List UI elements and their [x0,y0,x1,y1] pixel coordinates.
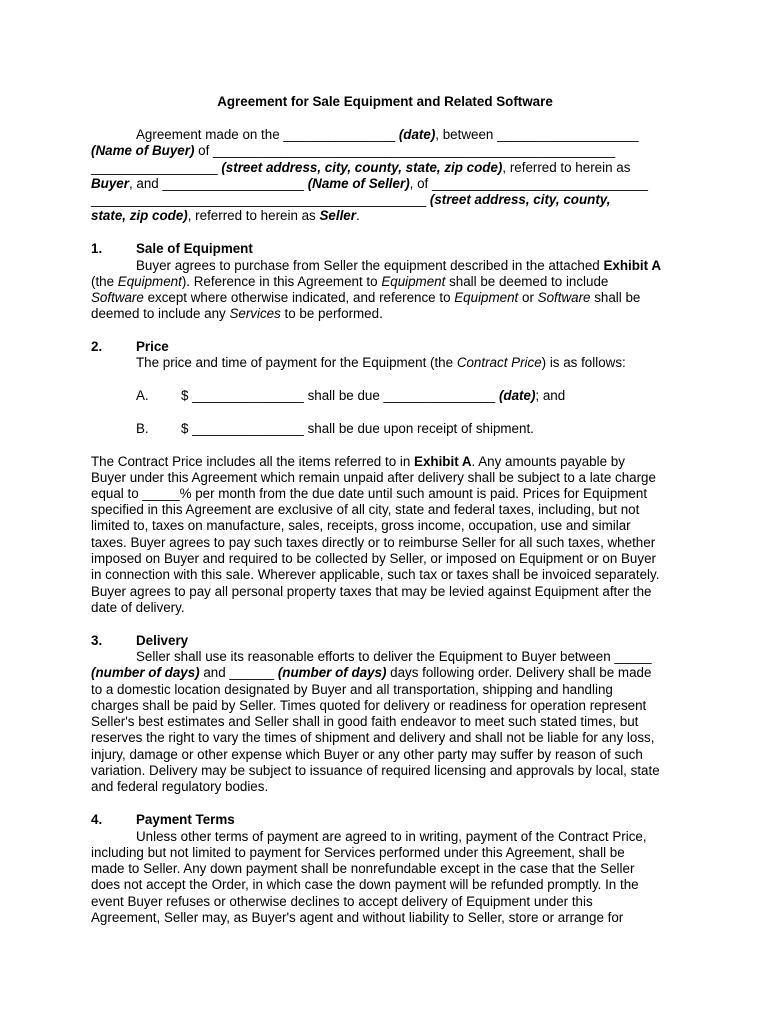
section-number: 1. [91,241,103,256]
price-item-text: $ _______________ shall be due upon receipt of shipment. [181,421,534,436]
section-line: including but not limited to payment for Services performed under this Agreement, shall be [91,845,625,860]
section-line: The Contract Price includes all the items referred to in Exhibit A. Any amounts payable by [91,454,625,469]
section-line: (number of days) and ______ (number of days) days following order. Delivery shall be made [91,665,652,680]
intro-line-2: (Name of Buyer) of ______________________________________________________ [91,143,616,158]
section-line: Agreement, Seller may, as Buyer's agent and without liability to Seller, store or arrange for [91,910,624,925]
section-line: Buyer under this Agreement which remain unpaid after delivery shall be subject to a late charge [91,470,656,485]
section-line: Buyer agrees to pay all personal property taxes that may be levied against Equipment after the [91,584,652,599]
section-line: does not accept the Order, in which case the down payment will be refunded promptly. In the [91,877,639,892]
section-line: date of delivery. [91,600,185,615]
section-line: Unless other terms of payment are agreed to in writing, payment of the Contract Price, [136,829,647,844]
section-heading: Price [136,339,169,354]
section-line: Seller's best estimates and Seller shall in good faith endeavor to meet such stated times, but [91,714,639,729]
section-heading: Sale of Equipment [136,241,253,256]
intro-line-1: Agreement made on the _______________ (date), between ___________________ [136,127,639,142]
section-line: The price and time of payment for the Equipment (the Contract Price) is as follows: [136,355,626,370]
section-line: variation. Delivery may be subject to issuance of required licensing and approvals by local, state [91,763,660,778]
section-line: taxes. Buyer agrees to pay such taxes directly or to reimburse Seller for all such taxes, whether [91,535,656,550]
section-line: charges shall be paid by Seller. Times quoted for delivery or readiness for operation represent [91,698,647,713]
section-number: 2. [91,339,103,354]
document-title: Agreement for Sale Equipment and Related Software [217,94,553,109]
section-heading: Delivery [136,633,189,648]
intro-line-5: _____________________________________________ (street address, city, county, [91,192,611,207]
section-line: specified in this Agreement are exclusive of all city, state and federal taxes, including, but not [91,502,640,517]
section-line: event Buyer refuses or otherwise declines to accept delivery of Equipment under this [91,894,593,909]
section-line: (the Equipment). Reference in this Agreement to Equipment shall be deemed to include [91,274,609,289]
section-line: equal to _____% per month from the due date until such amount is paid. Prices for Equipment [91,486,648,501]
section-line: Buyer agrees to purchase from Seller the equipment described in the attached Exhibit A [136,258,661,273]
section-number: 3. [91,633,103,648]
price-item-text: $ _______________ shall be due _______________ (date); and [181,388,566,403]
section-line: to a domestic location designated by Buyer and all transportation, shipping and handling [91,682,613,697]
section-line: deemed to include any Services to be performed. [91,306,383,321]
section-line: imposed on Buyer and required to be collected by Seller, or imposed on Equipment or on Buyer [91,551,656,566]
section-line: and federal regulatory bodies. [91,779,269,794]
section-line: limited to, taxes on manufacture, sales, receipts, gross income, occupation, use and similar [91,518,631,533]
intro-line-4: Buyer, and ___________________ (Name of Seller), of _____________________________ [91,176,648,191]
section-line: in connection with this sale. Wherever applicable, such tax or taxes shall be invoiced separately. [91,567,660,582]
section-number: 4. [91,812,103,827]
section-line: Software except where otherwise indicated, and reference to Equipment or Software shall be [91,290,641,305]
intro-line-3: _________________ (street address, city, county, state, zip code), referred to herein as [91,160,631,175]
price-item-label: B. [136,421,149,436]
intro-line-6: state, zip code), referred to herein as Seller. [91,208,360,223]
price-item-label: A. [136,388,149,403]
section-line: Seller shall use its reasonable efforts to deliver the Equipment to Buyer between _____ [136,649,652,664]
section-line: injury, damage or other expense which Buyer or any other party may suffer by reason of such [91,747,643,762]
section-line: made to Seller. Any down payment shall be nonrefundable except in the case that the Seller [91,861,635,876]
section-heading: Payment Terms [136,812,235,827]
section-line: reserves the right to vary the times of shipment and delivery and shall not be liable for any loss, [91,730,655,745]
